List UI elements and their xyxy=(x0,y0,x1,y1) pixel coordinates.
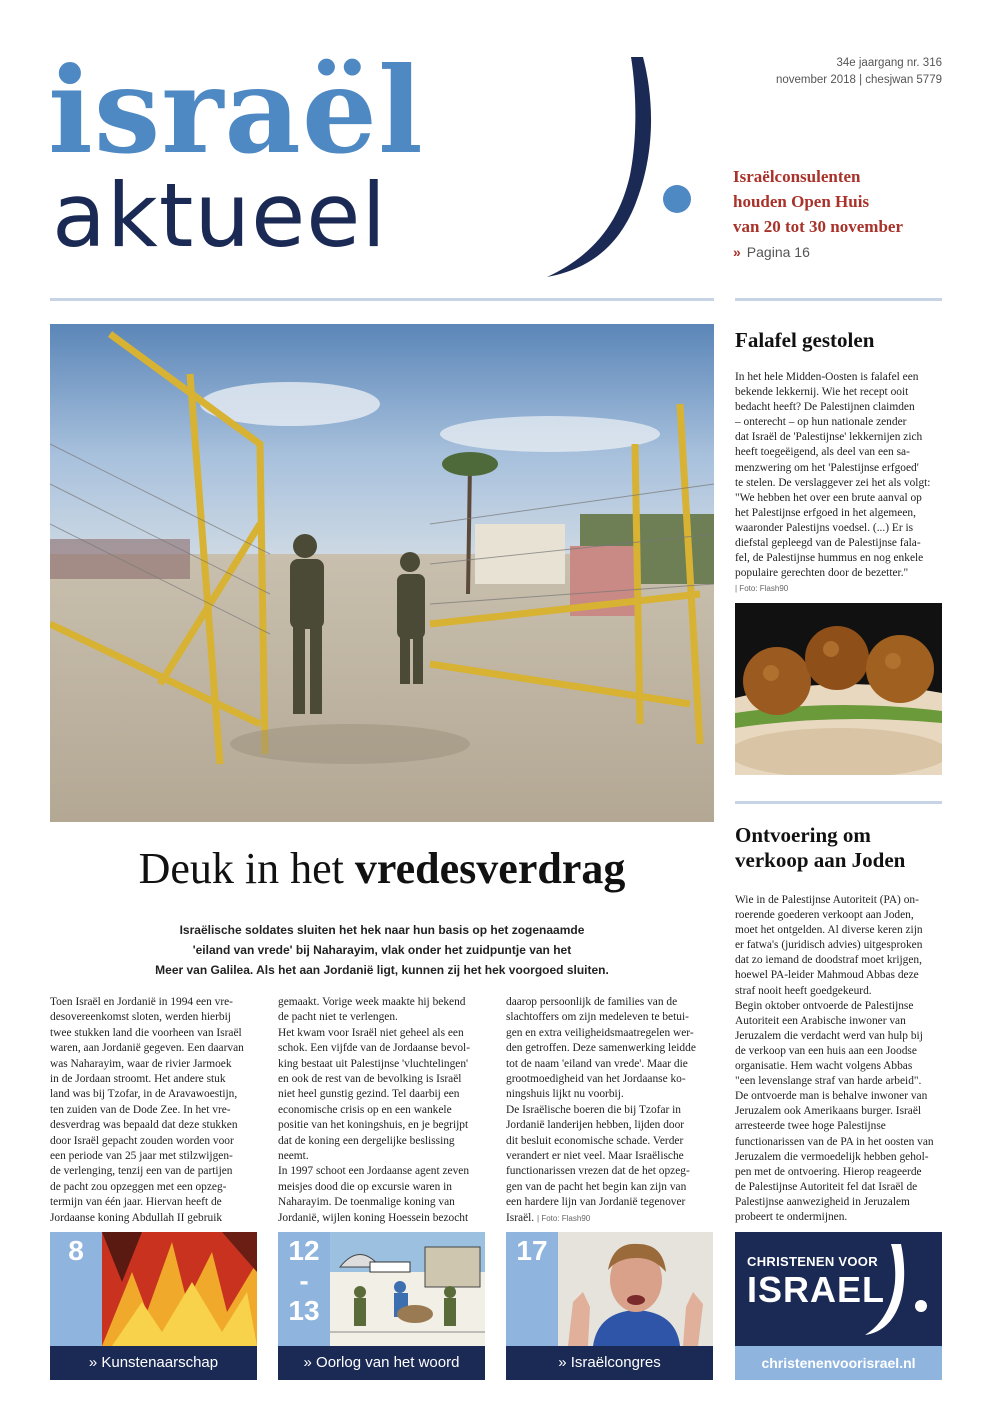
text-line: king bestaat uit Palestijnse 'vluchtelingen' xyxy=(278,1057,469,1070)
text-line: dit besluit economische schade. Verder xyxy=(506,1134,684,1147)
text-line: Jeruzalem ook Amerikaans burger. Israël xyxy=(735,1105,922,1118)
page-number: 13 xyxy=(288,1295,320,1326)
text-line: De Israëlische boeren die bij Tzofar in xyxy=(506,1103,682,1116)
text-line: dat Israël de 'Palestijnse' lekkernijen zich xyxy=(735,431,923,444)
lead-line: 'eiland van vrede' bij Naharayim, vlak onder het zuidpuntje van het xyxy=(192,943,572,957)
text-line: land was bij Tzofar, in de Aravawoestijn, xyxy=(50,1088,238,1101)
sidebar-text-falafel xyxy=(735,370,947,596)
text-line: economische crisis op en een wankele xyxy=(278,1103,452,1116)
text-line: door Israël gepacht zouden worden voor xyxy=(50,1134,234,1147)
teaser-open-huis[interactable] xyxy=(733,164,953,239)
teaser-page-link[interactable] xyxy=(733,244,810,260)
tile-label: » Oorlog van het woord xyxy=(278,1346,485,1380)
text-line xyxy=(506,1211,716,1226)
text-line: fel, de Palestijnse hummus en nog enkele xyxy=(735,552,924,565)
text-line: arresteerde twee hoge Palestijnse xyxy=(735,1120,886,1133)
photo-caption-lead xyxy=(150,920,614,980)
text-line: functionarissen vrezen dat de het opzeg- xyxy=(506,1165,690,1178)
text-line: organisatie. Hem wacht volgens Abbas xyxy=(735,1060,913,1073)
text-line: hoewel PA-leider Mahmoud Abbas deze xyxy=(735,969,919,982)
text-line: diefstal gepleegd van de Palestijnse fala- xyxy=(735,537,921,550)
lead-line: Israëlische soldates sluiten het hek naar hun basis op het zogenaamde xyxy=(179,923,585,937)
cvi-line1: CHRISTENEN VOOR xyxy=(747,1254,878,1269)
photo-credit: | Foto: Flash90 xyxy=(735,584,789,594)
page-number-range xyxy=(278,1232,330,1346)
text-line: In 1997 schoot een Jordaanse agent zeven xyxy=(278,1165,470,1178)
tile-kunstenaarschap[interactable] xyxy=(50,1232,257,1380)
page-number: 8 xyxy=(50,1232,102,1346)
text-line: roerende goederen verkoopt aan Joden, xyxy=(735,909,914,922)
text-line: moet het ontgelden. Al diverse keren zijn xyxy=(735,924,923,937)
teaser-line: houden Open Huis xyxy=(733,192,870,211)
text-line: heeft toegeëigend, als deel van een sa- xyxy=(735,446,910,459)
christenen-voor-israel-ad[interactable] xyxy=(735,1232,942,1380)
text-line: ningshuis lijkt nu voorbij. xyxy=(506,1088,624,1101)
text-line: schok. Een vijfde van de Jordaanse bevol- xyxy=(278,1042,470,1055)
main-photo-soldiers-gate xyxy=(50,324,714,822)
issue-date: november 2018 | chesjwan 5779 xyxy=(775,74,942,86)
text-line: gemaakt. Vorige week maakte hij bekend xyxy=(278,996,466,1008)
article-column-1 xyxy=(50,995,260,1226)
main-headline xyxy=(50,845,714,893)
text-line: menzwering om het 'Palestijnse erfgoed' xyxy=(735,461,919,474)
text-line: waren, aan Jordanië gegeven. Een daarvan xyxy=(50,1042,244,1055)
text-line: functionarissen van de PA in het oosten van xyxy=(735,1135,934,1148)
chevron-right-icon: » xyxy=(733,244,741,260)
page-range-dash: - xyxy=(299,1265,309,1296)
headline-bold: vredesverdrag xyxy=(354,844,626,893)
tile-israelcongres[interactable] xyxy=(506,1232,713,1380)
photo-credit: | Foto: Flash90 xyxy=(537,1213,591,1223)
text-line: meisjes dood die op excursie waren in xyxy=(278,1180,452,1193)
text-line: de verlenging, tenzij een van de partijen xyxy=(50,1165,233,1178)
text-line: niet heel gunstig gezind. Tel daarbij een xyxy=(278,1088,460,1101)
painting-thumbnail xyxy=(102,1232,257,1346)
text-line: den getroffen. Deze samenwerking leidde xyxy=(506,1042,696,1055)
text-line: in de Jordaan stroomt. Het andere stuk xyxy=(50,1073,226,1086)
text-line: gen en extra veiligheidsmaatregelen wer- xyxy=(506,1026,694,1039)
divider xyxy=(50,298,714,301)
text-line: de Palestijnse Autoriteit fel dat Israël de xyxy=(735,1180,918,1193)
text-line: grootmoedigheid van het Jordaanse ko- xyxy=(506,1073,686,1086)
logo-slash-mark xyxy=(545,55,695,280)
text-line: Palestijnse aanwezigheid in Jeruzalem xyxy=(735,1195,910,1208)
text-line: termijn van één jaar. Hiervan heeft de xyxy=(50,1196,222,1209)
text-line: dat zo iemand de doodstraf moet krijgen, xyxy=(735,954,922,967)
text-line: Jeruzalem die vermoedelijk hebben gehol- xyxy=(735,1150,929,1163)
text-line: tot de naam 'eiland van vrede'. Maar die xyxy=(506,1057,688,1070)
divider xyxy=(735,801,942,804)
teaser-line: Israëlconsulenten xyxy=(733,167,861,186)
speaker-photo-thumbnail xyxy=(558,1232,713,1346)
text-line: en ook de rest van de bevolking is Israël xyxy=(278,1073,462,1086)
cvi-line2: ISRAEL xyxy=(747,1269,886,1310)
text-line: desverdrag was bepaald dat deze stukken xyxy=(50,1119,238,1132)
text-line: "We hebben het over een brute aanval op xyxy=(735,491,922,504)
text-line: Jordaanse koning Abdullah II gebruik xyxy=(50,1211,223,1224)
text-line: waaronder Palestijns voedsel. (...) Er is xyxy=(735,521,914,534)
text-line: neemt. xyxy=(278,1150,309,1163)
cartoon-thumbnail xyxy=(330,1232,485,1346)
text-line: daarop persoonlijk de families van de xyxy=(506,996,678,1008)
page-number: 12 xyxy=(288,1235,320,1266)
text-line: de pacht niet te verlengen. xyxy=(278,1011,398,1024)
sidebar-title-falafel: Falafel gestolen xyxy=(735,328,875,352)
text-fragment: Israël. xyxy=(506,1211,535,1224)
text-line: het Palestijnse erfgoed in het algemeen, xyxy=(735,506,916,519)
tile-label: » Israëlcongres xyxy=(506,1346,713,1380)
text-line: Jeruzalem die verdacht werd van hulp bij xyxy=(735,1029,923,1042)
text-line: een periode van 25 jaar met stilzwijgen- xyxy=(50,1150,233,1163)
logo-aktueel: aktueel xyxy=(52,164,387,267)
teaser-line: van 20 tot 30 november xyxy=(733,217,903,236)
falafel-photo xyxy=(735,603,942,775)
tile-oorlog-van-het-woord[interactable] xyxy=(278,1232,485,1380)
text-line: bekende lekkernij. Wie het recept ooit xyxy=(735,386,909,399)
text-line: populaire gerechten door de bezetter." xyxy=(735,567,909,580)
text-line: Begin oktober ontvoerde de Palestijnse xyxy=(735,999,914,1012)
text-line: pen met de ontvoering. Hierop reageerde xyxy=(735,1165,922,1178)
headline-plain: Deuk in het xyxy=(138,844,355,893)
text-line: ten zuiden van de Dode Zee. In het vre- xyxy=(50,1103,231,1116)
text-line: probeert te ondermijnen. xyxy=(735,1210,848,1223)
text-line: te stelen. De verslaggever zei het als volgt: xyxy=(735,476,931,489)
text-line: een hardere lijn van Jordanië tegenover xyxy=(506,1196,686,1209)
text-line: – onterecht – op hun nationale zender xyxy=(735,416,907,429)
title-line: Ontvoering om xyxy=(735,823,871,847)
article-column-2 xyxy=(278,995,490,1226)
cvi-slash-logo-icon xyxy=(863,1242,933,1337)
text-line: Jordanië, wijlen koning Hoessein bezocht xyxy=(278,1211,469,1224)
text-line: de verkoop van een huis aan een Joodse xyxy=(735,1044,917,1057)
text-line: was Naharayim, waar de rivier Jarmoek xyxy=(50,1057,232,1070)
tile-label: » Kunstenaarschap xyxy=(50,1346,257,1380)
text-line: gen van de pacht het begin kan zijn van xyxy=(506,1180,687,1193)
issue-info xyxy=(776,55,942,89)
lead-line: Meer van Galilea. Als het aan Jordanië ligt, kunnen zij het hek voorgoed sluiten. xyxy=(155,963,609,977)
sidebar-title-ontvoering xyxy=(735,823,942,873)
page-reference: Pagina 16 xyxy=(746,244,810,260)
text-line: dat de koning een dergelijke beslissing xyxy=(278,1134,455,1147)
text-line: Toen Israël en Jordanië in 1994 een vre- xyxy=(50,996,233,1008)
text-line: er fatwa's (juridisch advies) uitgesproken xyxy=(735,939,923,952)
text-line: de pacht zou opzeggen met een opzeg- xyxy=(50,1180,227,1193)
text-line: slachtoffers om zijn medeleven te betui- xyxy=(506,1011,689,1024)
issue-number: 34e jaargang nr. 316 xyxy=(836,57,942,69)
text-line: straf nooit heeft goedgekeurd. xyxy=(735,984,872,997)
text-line: De ontvoerde man is behalve inwoner van xyxy=(735,1090,928,1103)
page-number: 17 xyxy=(506,1232,558,1346)
text-line: positie van het koningshuis, en je begrijpt xyxy=(278,1119,469,1132)
text-line: bedacht heeft? De Palestijnen claimden xyxy=(735,401,915,414)
title-line: verkoop aan Joden xyxy=(735,848,906,872)
text-line: Het kwam voor Israël niet geheel als een xyxy=(278,1026,464,1039)
text-line: In het hele Midden-Oosten is falafel een xyxy=(735,371,919,383)
logo-israel: israël xyxy=(48,41,424,180)
text-line: "een levenslange straf van harde arbeid". xyxy=(735,1075,922,1088)
cvi-url-link[interactable]: christenenvoorisrael.nl xyxy=(735,1346,942,1380)
text-line: Autoriteit een Arabische inwoner van xyxy=(735,1014,906,1027)
text-line: verandert er niet veel. Maar Israëlische xyxy=(506,1150,684,1163)
divider xyxy=(735,298,942,301)
text-line: Wie in de Palestijnse Autoriteit (PA) on- xyxy=(735,894,919,906)
article-column-3 xyxy=(506,995,716,1226)
sidebar-text-ontvoering xyxy=(735,893,947,1225)
text-line: desovereenkomst sloten, werden hierbij xyxy=(50,1011,231,1024)
text-line: twee stukken land die voorheen van Israël xyxy=(50,1026,242,1039)
text-line: Naharayim. De toenmalige koning van xyxy=(278,1196,455,1209)
text-line: Jordanië landerijen hebben, lijden door xyxy=(506,1119,685,1132)
